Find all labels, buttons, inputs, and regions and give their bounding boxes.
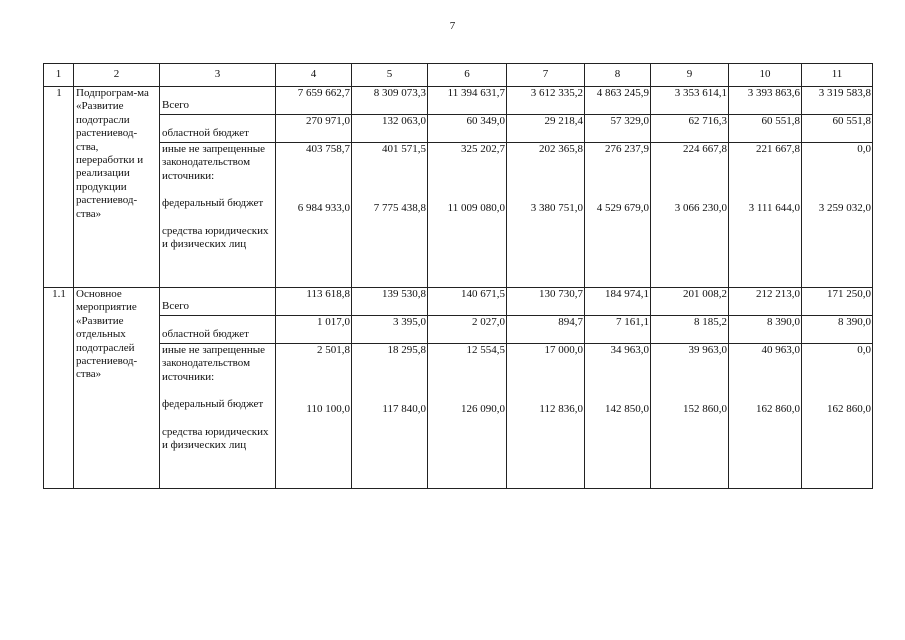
header-cell: 7	[507, 64, 585, 87]
federal-value: 12 554,5	[466, 344, 505, 356]
federal-value: 17 000,0	[544, 344, 583, 356]
page-number: 7	[449, 20, 456, 32]
legal-entities-label: средства юридических и физических лиц	[162, 224, 269, 251]
value-cell	[507, 344, 585, 489]
legal-entities-label: средства юридических и физических лиц	[162, 425, 269, 452]
header-cell: 2	[74, 64, 160, 87]
value-cell	[276, 143, 352, 288]
value-cell: 62 716,3	[651, 115, 729, 143]
value-cell: 60 349,0	[428, 115, 507, 143]
federal-value: 18 295,8	[387, 344, 426, 356]
legal-value: 3 380 751,0	[530, 202, 583, 215]
legal-value: 162 860,0	[827, 403, 871, 416]
value-cell: 29 218,4	[507, 115, 585, 143]
table-row	[44, 143, 873, 288]
value-cell: 7 659 662,7	[276, 87, 352, 115]
value-cell	[428, 344, 507, 489]
budget-table	[43, 63, 873, 489]
value-cell: 171 250,0	[802, 288, 873, 316]
legal-value: 112 836,0	[539, 403, 583, 416]
value-cell	[651, 344, 729, 489]
legal-value: 6 984 933,0	[297, 202, 350, 215]
header-cell: 9	[651, 64, 729, 87]
header-cell: 4	[276, 64, 352, 87]
header-cell: 1	[44, 64, 74, 87]
legal-value: 3 259 032,0	[818, 202, 871, 215]
header-cell: 6	[428, 64, 507, 87]
legal-value: 3 111 644,0	[748, 202, 800, 215]
value-cell: 8 309 073,3	[352, 87, 428, 115]
value-cell: 60 551,8	[729, 115, 802, 143]
legal-value: 4 529 679,0	[596, 202, 649, 215]
other-sources-label: иные не запрещенные законодательством источники:	[162, 143, 266, 182]
value-cell: 3 612 335,2	[507, 87, 585, 115]
row-number: 1.1	[44, 288, 74, 489]
value-cell: 8 390,0	[802, 316, 873, 344]
header-cell: 11	[802, 64, 873, 87]
table-row	[44, 115, 873, 143]
program-name: Основное мероприятие «Развитие отдельных подотраслей растениевод-ства»	[74, 288, 160, 489]
federal-value: 2 501,8	[317, 344, 350, 356]
value-cell	[651, 143, 729, 288]
value-cell	[729, 143, 802, 288]
legal-value: 3 066 230,0	[674, 202, 727, 215]
value-cell: 3 393 863,6	[729, 87, 802, 115]
value-cell	[729, 344, 802, 489]
value-cell: 4 863 245,9	[585, 87, 651, 115]
value-cell: 2 027,0	[428, 316, 507, 344]
value-cell	[352, 344, 428, 489]
federal-budget-label: федеральный бюджет	[162, 398, 264, 411]
value-cell: 60 551,8	[802, 115, 873, 143]
header-cell: 3	[160, 64, 276, 87]
value-cell: 139 530,8	[352, 288, 428, 316]
other-sources-label: иные не запрещенные законодательством источники:	[162, 344, 266, 383]
value-cell	[585, 344, 651, 489]
federal-value: 0,0	[857, 344, 871, 356]
header-cell: 8	[585, 64, 651, 87]
value-cell: 11 394 631,7	[428, 87, 507, 115]
legal-value: 11 009 080,0	[447, 202, 505, 215]
value-cell: 894,7	[507, 316, 585, 344]
value-cell: 201 008,2	[651, 288, 729, 316]
value-cell	[585, 143, 651, 288]
federal-value: 202 365,8	[539, 143, 583, 155]
legal-value: 117 840,0	[382, 403, 426, 416]
source-label: Всего	[160, 87, 276, 115]
value-cell	[802, 143, 873, 288]
value-cell: 3 395,0	[352, 316, 428, 344]
legal-value: 142 850,0	[605, 403, 649, 416]
federal-value: 224 667,8	[683, 143, 727, 155]
value-cell	[352, 143, 428, 288]
value-cell: 3 353 614,1	[651, 87, 729, 115]
legal-value: 162 860,0	[756, 403, 800, 416]
value-cell	[276, 344, 352, 489]
source-label: Всего	[160, 288, 276, 316]
federal-budget-label: федеральный бюджет	[162, 197, 264, 210]
value-cell: 57 329,0	[585, 115, 651, 143]
legal-value: 110 100,0	[306, 403, 350, 416]
table-row	[44, 288, 873, 316]
value-cell: 7 161,1	[585, 316, 651, 344]
value-cell: 1 017,0	[276, 316, 352, 344]
header-row	[44, 64, 873, 87]
value-cell: 8 185,2	[651, 316, 729, 344]
value-cell	[507, 143, 585, 288]
federal-value: 401 571,5	[382, 143, 426, 155]
federal-value: 39 963,0	[688, 344, 727, 356]
federal-value: 34 963,0	[610, 344, 649, 356]
legal-value: 126 090,0	[461, 403, 505, 416]
value-cell: 212 213,0	[729, 288, 802, 316]
table-row	[44, 87, 873, 115]
source-label: областной бюджет	[160, 115, 276, 143]
value-cell: 113 618,8	[276, 288, 352, 316]
source-label-group	[160, 344, 276, 489]
value-cell	[802, 344, 873, 489]
federal-value: 0,0	[857, 143, 871, 155]
federal-value: 403 758,7	[306, 143, 350, 155]
federal-value: 325 202,7	[461, 143, 505, 155]
header-cell: 5	[352, 64, 428, 87]
value-cell: 184 974,1	[585, 288, 651, 316]
value-cell: 8 390,0	[729, 316, 802, 344]
value-cell: 3 319 583,8	[802, 87, 873, 115]
legal-value: 7 775 438,8	[373, 202, 426, 215]
table-row	[44, 316, 873, 344]
legal-value: 152 860,0	[683, 403, 727, 416]
value-cell: 140 671,5	[428, 288, 507, 316]
row-number: 1	[44, 87, 74, 288]
value-cell: 270 971,0	[276, 115, 352, 143]
value-cell	[428, 143, 507, 288]
federal-value: 221 667,8	[756, 143, 800, 155]
table-row	[44, 344, 873, 489]
source-label-group	[160, 143, 276, 288]
federal-value: 276 237,9	[605, 143, 649, 155]
value-cell: 132 063,0	[352, 115, 428, 143]
header-cell: 10	[729, 64, 802, 87]
federal-value: 40 963,0	[761, 344, 800, 356]
program-name: Подпрограм-ма «Развитие подотрасли растениевод-ства, переработки и реализации продукции растениевод-ства»	[74, 87, 160, 288]
value-cell: 130 730,7	[507, 288, 585, 316]
source-label: областной бюджет	[160, 316, 276, 344]
